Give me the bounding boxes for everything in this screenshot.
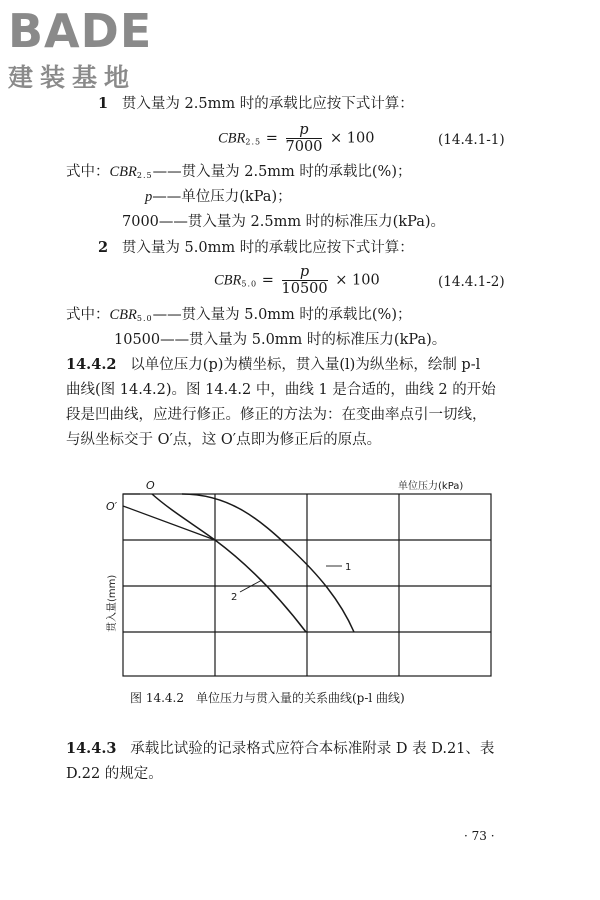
- corrected-origin-label: O′: [106, 500, 118, 513]
- x-axis-label: 单位压力(kPa): [398, 481, 464, 492]
- clause-14-4-2-line-3: 段是凹曲线，应进行修正。修正的方法为：在变曲率点引一切线，: [66, 407, 487, 423]
- where-symbol-sub: 2.5: [136, 171, 153, 180]
- clause-14-4-2-line-2: 曲线(图 14.4.2)。图 14.4.2 中，曲线 1 是合适的，曲线 2 的开始: [66, 382, 496, 398]
- curve-2: [152, 494, 306, 632]
- eq-numerator: p: [282, 264, 328, 281]
- eq-denominator: 7000: [285, 139, 323, 155]
- clause-14-4-3-line-1: [66, 739, 494, 759]
- clause-number: 14.4.3: [66, 740, 117, 757]
- where-symbol: 10500: [114, 332, 161, 348]
- logo-wordmark: BADE: [8, 4, 153, 58]
- where-definition: ——贯入量为 5.0mm 时的承载比(%)；: [152, 307, 412, 323]
- eq-numerator: p: [286, 122, 323, 139]
- tangent-line: [123, 506, 215, 540]
- curve-1-label: 1: [345, 562, 352, 573]
- curve-2-label: 2: [231, 592, 238, 603]
- logo-chinese: 建装基地: [8, 63, 137, 92]
- eq-denominator: 10500: [281, 281, 328, 297]
- item-number: 1: [98, 95, 109, 112]
- where-symbol: CBR: [109, 164, 137, 180]
- where-symbol-sub: 5.0: [136, 314, 153, 323]
- where-definition: ——贯入量为 2.5mm 时的承载比(%)；: [152, 164, 412, 180]
- origin-label: O: [146, 479, 155, 492]
- clause-text: 以单位压力(p)为横坐标，贯入量(l)为纵坐标，绘制 p-l: [130, 357, 481, 373]
- where-definition: ——单位压力(kPa)；: [152, 189, 292, 205]
- y-axis-label: 贯入量(mm): [107, 574, 118, 632]
- equation-number: (14.4.1-1): [438, 132, 505, 148]
- item-number: 2: [98, 239, 109, 256]
- eq-lhs-sub: 2.5: [245, 137, 262, 147]
- eq-lhs-sub: 5.0: [241, 279, 258, 289]
- equation-number: (14.4.1-2): [438, 274, 505, 290]
- equation-14-4-1-1: $CBR_{2.5}$ = $\frac{p}{7000}$ × 100: [218, 122, 375, 155]
- where-definition: ——贯入量为 5.0mm 时的标准压力(kPa)。: [160, 332, 447, 348]
- eq-lhs: CBR: [214, 272, 242, 289]
- eq-lhs: CBR: [218, 130, 246, 147]
- where-definition: ——贯入量为 2.5mm 时的标准压力(kPa)。: [158, 214, 446, 230]
- clause-14-4-3-line-2: D.22 的规定。: [66, 766, 163, 782]
- clause-number: 14.4.2: [66, 356, 117, 373]
- eq-times: × 100: [330, 130, 375, 147]
- clause-14-4-2-line-4: 与纵坐标交于 O′点，这 O′点即为修正后的原点。: [66, 432, 382, 448]
- where-symbol: 7000: [122, 214, 159, 230]
- figure-caption: 图 14.4.2 单位压力与贯入量的关系曲线(p-l 曲线): [130, 691, 405, 705]
- where-prefix: 式中：: [66, 164, 110, 180]
- where-symbol: CBR: [109, 307, 137, 323]
- curve-1: [182, 494, 354, 632]
- item-intro: 贯入量为 5.0mm 时的承载比应按下式计算：: [121, 240, 414, 256]
- equation-14-4-1-2: $CBR_{5.0}$ = $\frac{p}{10500}$ × 100: [214, 264, 380, 297]
- where-symbol: p: [145, 189, 153, 205]
- item-intro: 贯入量为 2.5mm 时的承载比应按下式计算：: [121, 96, 414, 112]
- eq-times: × 100: [335, 272, 380, 289]
- clause-text: 承载比试验的记录格式应符合本标准附录 D 表 D.21、表: [130, 741, 495, 757]
- page-number: · 73 ·: [464, 829, 495, 843]
- where-prefix: 式中：: [66, 307, 110, 323]
